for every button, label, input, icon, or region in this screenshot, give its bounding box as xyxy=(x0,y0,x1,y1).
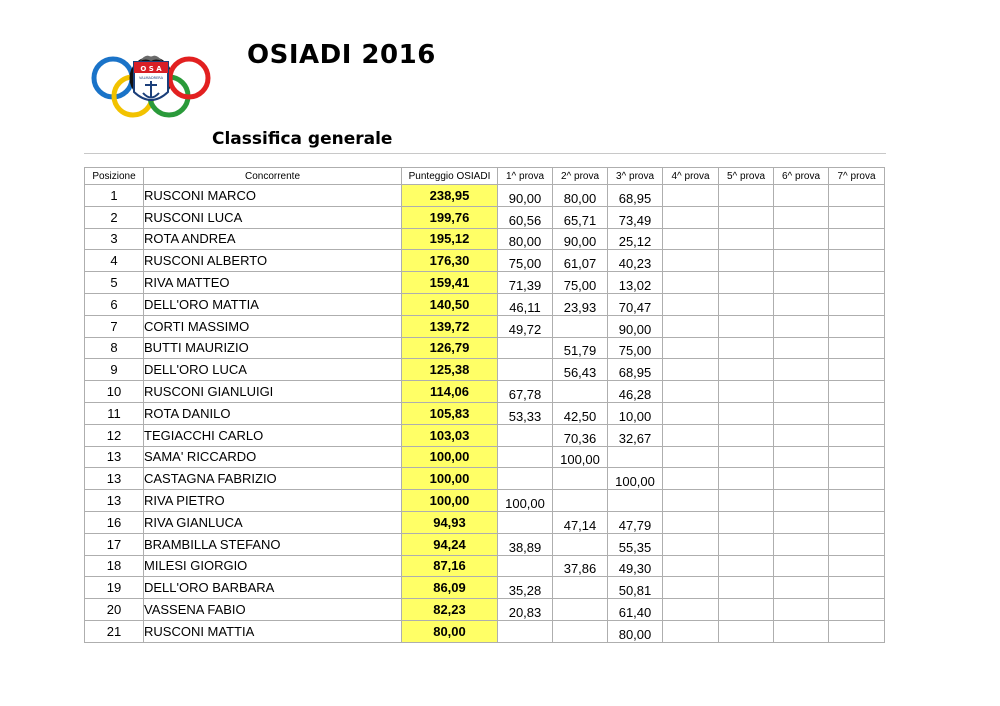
osiadi-score-cell: 238,95 xyxy=(402,185,498,207)
trial-score-cell: 10,00 xyxy=(608,402,663,424)
competitor-name-cell: BUTTI MAURIZIO xyxy=(144,337,402,359)
position-cell: 7 xyxy=(85,315,144,337)
trial-score-cell xyxy=(663,185,719,207)
table-row xyxy=(85,315,885,337)
trial-score-cell xyxy=(829,315,885,337)
table-body xyxy=(85,185,885,643)
trial-score-cell xyxy=(774,337,829,359)
trial-score-cell: 13,02 xyxy=(608,272,663,294)
trial-score-cell xyxy=(829,577,885,599)
trial-score-cell xyxy=(719,206,774,228)
trial-score-cell xyxy=(719,555,774,577)
trial-score-cell xyxy=(719,446,774,468)
trial-score-cell xyxy=(774,511,829,533)
osiadi-score-cell: 94,24 xyxy=(402,533,498,555)
trial-score-cell: 47,14 xyxy=(553,511,608,533)
trial-score-cell xyxy=(774,555,829,577)
trial-score-cell xyxy=(719,381,774,403)
trial-score-cell: 61,07 xyxy=(553,250,608,272)
position-cell: 11 xyxy=(85,402,144,424)
column-header: 5^ prova xyxy=(719,168,774,185)
position-cell: 19 xyxy=(85,577,144,599)
trial-score-cell: 53,33 xyxy=(498,402,553,424)
table-header xyxy=(85,168,885,185)
position-cell: 13 xyxy=(85,490,144,512)
competitor-name-cell: RIVA MATTEO xyxy=(144,272,402,294)
position-cell: 2 xyxy=(85,206,144,228)
trial-score-cell: 40,23 xyxy=(608,250,663,272)
trial-score-cell xyxy=(774,490,829,512)
table-row xyxy=(85,511,885,533)
trial-score-cell xyxy=(608,446,663,468)
trial-score-cell xyxy=(774,402,829,424)
logo-badge-subtext: VALMADRERA xyxy=(139,76,163,80)
position-cell: 6 xyxy=(85,293,144,315)
trial-score-cell xyxy=(719,272,774,294)
trial-score-cell xyxy=(719,424,774,446)
trial-score-cell xyxy=(498,424,553,446)
position-cell: 12 xyxy=(85,424,144,446)
trial-score-cell: 80,00 xyxy=(553,185,608,207)
trial-score-cell xyxy=(719,490,774,512)
trial-score-cell: 38,89 xyxy=(498,533,553,555)
trial-score-cell xyxy=(498,468,553,490)
osiadi-score-cell: 125,38 xyxy=(402,359,498,381)
trial-score-cell xyxy=(829,359,885,381)
trial-score-cell xyxy=(774,620,829,642)
trial-score-cell xyxy=(663,533,719,555)
trial-score-cell xyxy=(829,293,885,315)
osiadi-score-cell: 94,93 xyxy=(402,511,498,533)
competitor-name-cell: RUSCONI MARCO xyxy=(144,185,402,207)
trial-score-cell: 37,86 xyxy=(553,555,608,577)
osiadi-score-cell: 114,06 xyxy=(402,381,498,403)
table-row xyxy=(85,599,885,621)
trial-score-cell: 60,56 xyxy=(498,206,553,228)
column-header: 1^ prova xyxy=(498,168,553,185)
table-row xyxy=(85,228,885,250)
trial-score-cell: 23,93 xyxy=(553,293,608,315)
trial-score-cell xyxy=(774,250,829,272)
trial-score-cell xyxy=(719,315,774,337)
trial-score-cell: 80,00 xyxy=(498,228,553,250)
trial-score-cell xyxy=(774,359,829,381)
trial-score-cell: 80,00 xyxy=(608,620,663,642)
position-cell: 21 xyxy=(85,620,144,642)
osiadi-score-cell: 176,30 xyxy=(402,250,498,272)
competitor-name-cell: ROTA DANILO xyxy=(144,402,402,424)
trial-score-cell xyxy=(553,490,608,512)
trial-score-cell xyxy=(553,599,608,621)
trial-score-cell: 51,79 xyxy=(553,337,608,359)
trial-score-cell xyxy=(719,228,774,250)
trial-score-cell xyxy=(553,577,608,599)
column-header: 6^ prova xyxy=(774,168,829,185)
page-subtitle: Classifica generale xyxy=(212,129,393,149)
position-cell: 4 xyxy=(85,250,144,272)
trial-score-cell xyxy=(663,315,719,337)
trial-score-cell xyxy=(829,206,885,228)
trial-score-cell: 20,83 xyxy=(498,599,553,621)
trial-score-cell: 67,78 xyxy=(498,381,553,403)
trial-score-cell xyxy=(829,337,885,359)
trial-score-cell xyxy=(719,337,774,359)
column-header: 4^ prova xyxy=(663,168,719,185)
page-title: OSIADI 2016 xyxy=(247,40,436,70)
table-row xyxy=(85,468,885,490)
trial-score-cell: 35,28 xyxy=(498,577,553,599)
competitor-name-cell: RIVA PIETRO xyxy=(144,490,402,512)
competitor-name-cell: BRAMBILLA STEFANO xyxy=(144,533,402,555)
trial-score-cell: 47,79 xyxy=(608,511,663,533)
trial-score-cell: 75,00 xyxy=(498,250,553,272)
trial-score-cell xyxy=(774,599,829,621)
trial-score-cell xyxy=(553,468,608,490)
competitor-name-cell: VASSENA FABIO xyxy=(144,599,402,621)
trial-score-cell xyxy=(719,533,774,555)
trial-score-cell xyxy=(719,577,774,599)
trial-score-cell xyxy=(719,511,774,533)
position-cell: 1 xyxy=(85,185,144,207)
table-row xyxy=(85,555,885,577)
osiadi-score-cell: 199,76 xyxy=(402,206,498,228)
competitor-name-cell: MILESI GIORGIO xyxy=(144,555,402,577)
trial-score-cell: 49,72 xyxy=(498,315,553,337)
table-row xyxy=(85,337,885,359)
osiadi-score-cell: 103,03 xyxy=(402,424,498,446)
table-row xyxy=(85,533,885,555)
trial-score-cell xyxy=(774,315,829,337)
osiadi-score-cell: 159,41 xyxy=(402,272,498,294)
trial-score-cell xyxy=(829,490,885,512)
trial-score-cell xyxy=(663,599,719,621)
competitor-name-cell: DELL'ORO LUCA xyxy=(144,359,402,381)
trial-score-cell xyxy=(553,315,608,337)
trial-score-cell xyxy=(719,620,774,642)
table-row xyxy=(85,359,885,381)
trial-score-cell xyxy=(774,206,829,228)
competitor-name-cell: SAMA' RICCARDO xyxy=(144,446,402,468)
trial-score-cell: 90,00 xyxy=(498,185,553,207)
trial-score-cell: 90,00 xyxy=(608,315,663,337)
position-cell: 13 xyxy=(85,446,144,468)
trial-score-cell xyxy=(829,228,885,250)
trial-score-cell: 70,36 xyxy=(553,424,608,446)
competitor-name-cell: CASTAGNA FABRIZIO xyxy=(144,468,402,490)
competitor-name-cell: CORTI MASSIMO xyxy=(144,315,402,337)
club-logo xyxy=(88,48,212,120)
trial-score-cell xyxy=(774,577,829,599)
trial-score-cell: 100,00 xyxy=(608,468,663,490)
trial-score-cell xyxy=(719,599,774,621)
position-cell: 3 xyxy=(85,228,144,250)
competitor-name-cell: RUSCONI LUCA xyxy=(144,206,402,228)
trial-score-cell: 75,00 xyxy=(608,337,663,359)
competitor-name-cell: RUSCONI ALBERTO xyxy=(144,250,402,272)
table-row xyxy=(85,293,885,315)
trial-score-cell xyxy=(553,620,608,642)
osiadi-score-cell: 82,23 xyxy=(402,599,498,621)
trial-score-cell: 68,95 xyxy=(608,359,663,381)
trial-score-cell xyxy=(498,337,553,359)
trial-score-cell xyxy=(719,468,774,490)
table-row xyxy=(85,577,885,599)
trial-score-cell: 42,50 xyxy=(553,402,608,424)
trial-score-cell xyxy=(498,555,553,577)
trial-score-cell xyxy=(774,185,829,207)
trial-score-cell xyxy=(663,337,719,359)
trial-score-cell xyxy=(774,228,829,250)
trial-score-cell xyxy=(663,206,719,228)
position-cell: 17 xyxy=(85,533,144,555)
trial-score-cell xyxy=(608,490,663,512)
trial-score-cell xyxy=(829,185,885,207)
trial-score-cell xyxy=(663,250,719,272)
position-cell: 20 xyxy=(85,599,144,621)
trial-score-cell xyxy=(774,424,829,446)
table-row xyxy=(85,185,885,207)
osiadi-score-cell: 195,12 xyxy=(402,228,498,250)
olympic-rings-logo-icon xyxy=(88,48,212,120)
trial-score-cell: 46,11 xyxy=(498,293,553,315)
trial-score-cell: 50,81 xyxy=(608,577,663,599)
trial-score-cell: 56,43 xyxy=(553,359,608,381)
osiadi-score-cell: 86,09 xyxy=(402,577,498,599)
trial-score-cell xyxy=(663,359,719,381)
trial-score-cell xyxy=(498,620,553,642)
column-header: 7^ prova xyxy=(829,168,885,185)
competitor-name-cell: RIVA GIANLUCA xyxy=(144,511,402,533)
position-cell: 9 xyxy=(85,359,144,381)
trial-score-cell xyxy=(774,446,829,468)
trial-score-cell xyxy=(719,250,774,272)
trial-score-cell xyxy=(829,599,885,621)
table-row xyxy=(85,381,885,403)
osiadi-score-cell: 139,72 xyxy=(402,315,498,337)
trial-score-cell xyxy=(498,446,553,468)
trial-score-cell xyxy=(829,620,885,642)
trial-score-cell: 100,00 xyxy=(553,446,608,468)
trial-score-cell xyxy=(719,359,774,381)
trial-score-cell xyxy=(774,272,829,294)
column-header: Punteggio OSIADI xyxy=(402,168,498,185)
trial-score-cell xyxy=(663,272,719,294)
trial-score-cell: 46,28 xyxy=(608,381,663,403)
trial-score-cell xyxy=(663,446,719,468)
trial-score-cell xyxy=(829,446,885,468)
trial-score-cell xyxy=(829,533,885,555)
trial-score-cell xyxy=(663,620,719,642)
trial-score-cell xyxy=(829,468,885,490)
osiadi-score-cell: 100,00 xyxy=(402,446,498,468)
trial-score-cell: 55,35 xyxy=(608,533,663,555)
trial-score-cell xyxy=(829,272,885,294)
trial-score-cell: 90,00 xyxy=(553,228,608,250)
trial-score-cell: 61,40 xyxy=(608,599,663,621)
logo-badge-text: O S A xyxy=(140,65,162,73)
trial-score-cell: 75,00 xyxy=(553,272,608,294)
competitor-name-cell: RUSCONI MATTIA xyxy=(144,620,402,642)
trial-score-cell: 70,47 xyxy=(608,293,663,315)
header-row xyxy=(85,168,885,185)
competitor-name-cell: RUSCONI GIANLUIGI xyxy=(144,381,402,403)
column-header: Posizione xyxy=(85,168,144,185)
trial-score-cell xyxy=(498,511,553,533)
trial-score-cell: 73,49 xyxy=(608,206,663,228)
trial-score-cell xyxy=(829,424,885,446)
osiadi-score-cell: 100,00 xyxy=(402,468,498,490)
table-row xyxy=(85,250,885,272)
trial-score-cell xyxy=(829,555,885,577)
title-divider xyxy=(84,153,886,154)
position-cell: 10 xyxy=(85,381,144,403)
table-row xyxy=(85,446,885,468)
osiadi-score-cell: 80,00 xyxy=(402,620,498,642)
trial-score-cell: 68,95 xyxy=(608,185,663,207)
position-cell: 8 xyxy=(85,337,144,359)
trial-score-cell: 32,67 xyxy=(608,424,663,446)
trial-score-cell xyxy=(663,228,719,250)
column-header: 2^ prova xyxy=(553,168,608,185)
trial-score-cell xyxy=(829,511,885,533)
osiadi-score-cell: 100,00 xyxy=(402,490,498,512)
trial-score-cell: 71,39 xyxy=(498,272,553,294)
competitor-name-cell: TEGIACCHI CARLO xyxy=(144,424,402,446)
trial-score-cell xyxy=(829,250,885,272)
position-cell: 5 xyxy=(85,272,144,294)
trial-score-cell xyxy=(663,577,719,599)
trial-score-cell xyxy=(719,402,774,424)
table-row xyxy=(85,424,885,446)
trial-score-cell xyxy=(553,533,608,555)
trial-score-cell xyxy=(553,381,608,403)
osiadi-score-cell: 87,16 xyxy=(402,555,498,577)
trial-score-cell: 49,30 xyxy=(608,555,663,577)
osiadi-score-cell: 126,79 xyxy=(402,337,498,359)
table-row xyxy=(85,402,885,424)
trial-score-cell: 100,00 xyxy=(498,490,553,512)
trial-score-cell xyxy=(663,511,719,533)
trial-score-cell xyxy=(498,359,553,381)
trial-score-cell xyxy=(829,402,885,424)
column-header: Concorrente xyxy=(144,168,402,185)
competitor-name-cell: DELL'ORO MATTIA xyxy=(144,293,402,315)
table-row xyxy=(85,620,885,642)
table-row xyxy=(85,206,885,228)
trial-score-cell xyxy=(719,293,774,315)
position-cell: 13 xyxy=(85,468,144,490)
trial-score-cell xyxy=(663,402,719,424)
table-row xyxy=(85,490,885,512)
trial-score-cell xyxy=(774,533,829,555)
trial-score-cell xyxy=(663,468,719,490)
position-cell: 16 xyxy=(85,511,144,533)
trial-score-cell xyxy=(774,381,829,403)
position-cell: 18 xyxy=(85,555,144,577)
trial-score-cell xyxy=(829,381,885,403)
competitor-name-cell: DELL'ORO BARBARA xyxy=(144,577,402,599)
trial-score-cell xyxy=(663,381,719,403)
trial-score-cell xyxy=(719,185,774,207)
competitor-name-cell: ROTA ANDREA xyxy=(144,228,402,250)
trial-score-cell xyxy=(663,293,719,315)
trial-score-cell xyxy=(663,555,719,577)
trial-score-cell: 25,12 xyxy=(608,228,663,250)
table-row xyxy=(85,272,885,294)
trial-score-cell xyxy=(663,490,719,512)
trial-score-cell xyxy=(774,468,829,490)
osiadi-score-cell: 140,50 xyxy=(402,293,498,315)
standings-table xyxy=(84,167,885,643)
trial-score-cell xyxy=(663,424,719,446)
osiadi-score-cell: 105,83 xyxy=(402,402,498,424)
trial-score-cell xyxy=(774,293,829,315)
column-header: 3^ prova xyxy=(608,168,663,185)
trial-score-cell: 65,71 xyxy=(553,206,608,228)
